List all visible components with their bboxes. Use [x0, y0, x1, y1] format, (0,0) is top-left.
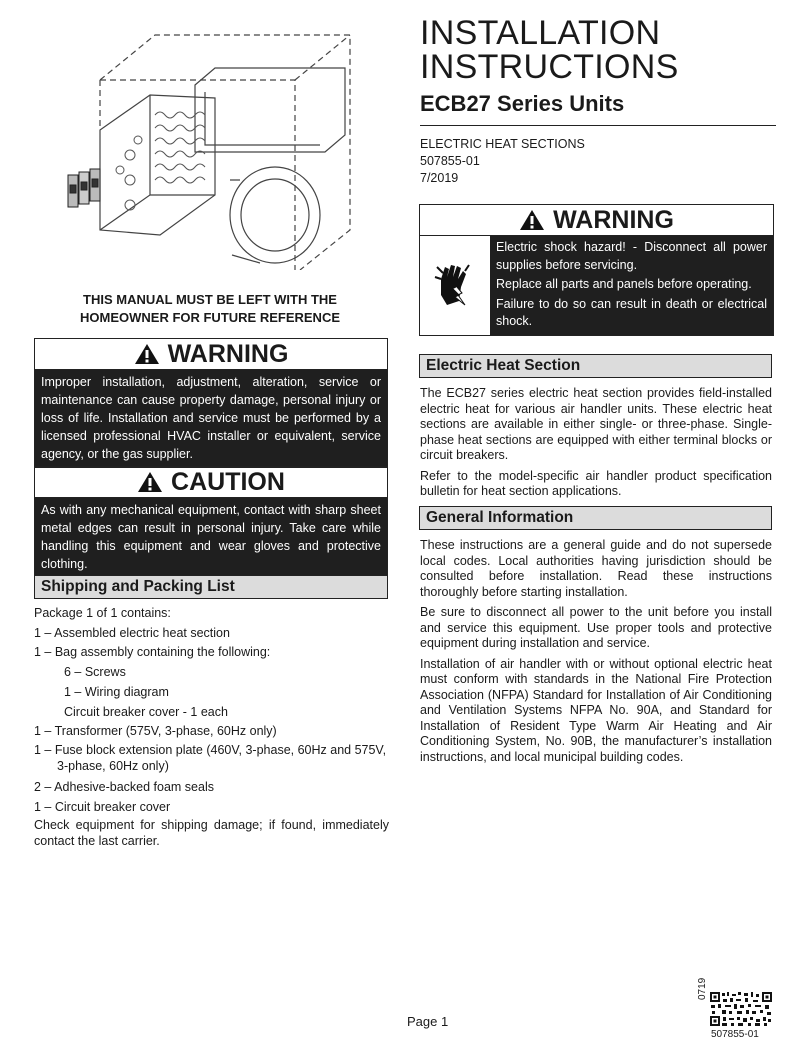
- warning-triangle-icon: [134, 343, 160, 365]
- date-code: 0719: [697, 977, 708, 1000]
- list-subitem: 6 – Screws: [64, 665, 126, 680]
- product-subtitle: ECB27 Series Units: [420, 91, 625, 116]
- list-item: 1 – Fuse block extension plate (460V, 3-phase, 60Hz and 575V, 3-phase, 60Hz only): [34, 742, 387, 774]
- warning-box-left: [34, 338, 388, 468]
- electric-heat-heading: Electric Heat Section: [419, 354, 772, 378]
- list-subitem: Circuit breaker cover - 1 each: [64, 704, 228, 719]
- caution-text: As with any mechanical equipment, contact with sharp sheet metal edges can result in personal injury. Take care while handling this equipment and wear gloves and protective clothing.: [35, 498, 387, 577]
- warning-text: Electric shock hazard! - Disconnect all power supplies before servicing. Replace all parts and panels before operating. Failure to do so can result in death or electrical shock.: [490, 236, 773, 335]
- list-subitem: 1 – Wiring diagram: [64, 684, 169, 699]
- page-number: Page 1: [407, 1014, 449, 1029]
- shipping-heading: Shipping and Packing List: [34, 575, 388, 599]
- caution-box: [34, 466, 388, 578]
- doc-date: 7/2019: [420, 171, 459, 185]
- list-item: 1 – Assembled electric heat section: [34, 625, 230, 640]
- heat-section-illustration: [60, 20, 360, 270]
- list-item: 1 – Bag assembly containing the following:: [34, 645, 271, 660]
- general-info-heading: General Information: [419, 506, 772, 530]
- homeowner-notice: THIS MANUAL MUST BE LEFT WITH THE HOMEOWNER FOR FUTURE REFERENCE: [80, 292, 340, 325]
- doc-type: ELECTRIC HEAT SECTIONS: [420, 137, 585, 151]
- list-item: 1 – Transformer (575V, 3-phase, 60Hz only): [34, 724, 277, 739]
- warning-box-right: [419, 204, 774, 336]
- document-title: INSTALLATION INSTRUCTIONS: [420, 14, 679, 86]
- warning-triangle-icon: [519, 209, 545, 231]
- warning-heading: WARNING: [35, 339, 387, 370]
- warning-text: Improper installation, adjustment, alteration, service or maintenance can cause property damage, personal injury or loss of life. Installation and service must be performed by a licensed professional HVAC installer or equivalent, service agency, or the gas supplier.: [35, 370, 387, 467]
- electric-heat-body: The ECB27 series electric heat section provides field-installed electric heat for various air handler units. These electric heat sections are available in either single- or three-phase. Single-phase heat sections are equipped with either terminal blocks or circuit breakers. Refer to the model-specific air handler product specification bulletin for heat section applications.: [420, 386, 772, 498]
- shipping-closing: Check equipment for shipping damage; if found, immediately contact the last carrier.: [34, 818, 389, 849]
- list-item: Package 1 of 1 contains:: [34, 606, 171, 620]
- part-code: 507855-01: [711, 1029, 759, 1040]
- doc-number: 507855-01: [420, 154, 480, 168]
- qr-code-icon: [710, 992, 772, 1026]
- warning-heading: WARNING: [420, 205, 773, 236]
- general-info-body: These instructions are a general guide and do not supersede local codes. Local authorities having jurisdiction should be consulted before installation. Read these instructions thoroughly before starting installation. Be sure to disconnect all power to the unit before you install and service this equipment. Use proper tools and protective equipment during installation and service. Installation of air handler with or without optional electric heat must conform with standards in the National Fire Protection Association (NFPA) Standard for Installation of Air Conditioning and Ventilation Systems NFPA No. 90A, and Standard for Installation of Resident Type Warm Air Heating and Air Conditioning System, No. 90B, the manufacturer’s installation instructions, and local municipal building codes.: [420, 538, 772, 764]
- title-rule: [420, 125, 776, 126]
- document-meta: [420, 136, 585, 187]
- list-item: 1 – Circuit breaker cover: [34, 799, 171, 814]
- caution-heading: CAUTION: [35, 467, 387, 498]
- caution-triangle-icon: [137, 471, 163, 493]
- list-item: 2 – Adhesive-backed foam seals: [34, 779, 214, 794]
- packing-list: [34, 604, 389, 849]
- electric-shock-hand-icon: [433, 257, 477, 313]
